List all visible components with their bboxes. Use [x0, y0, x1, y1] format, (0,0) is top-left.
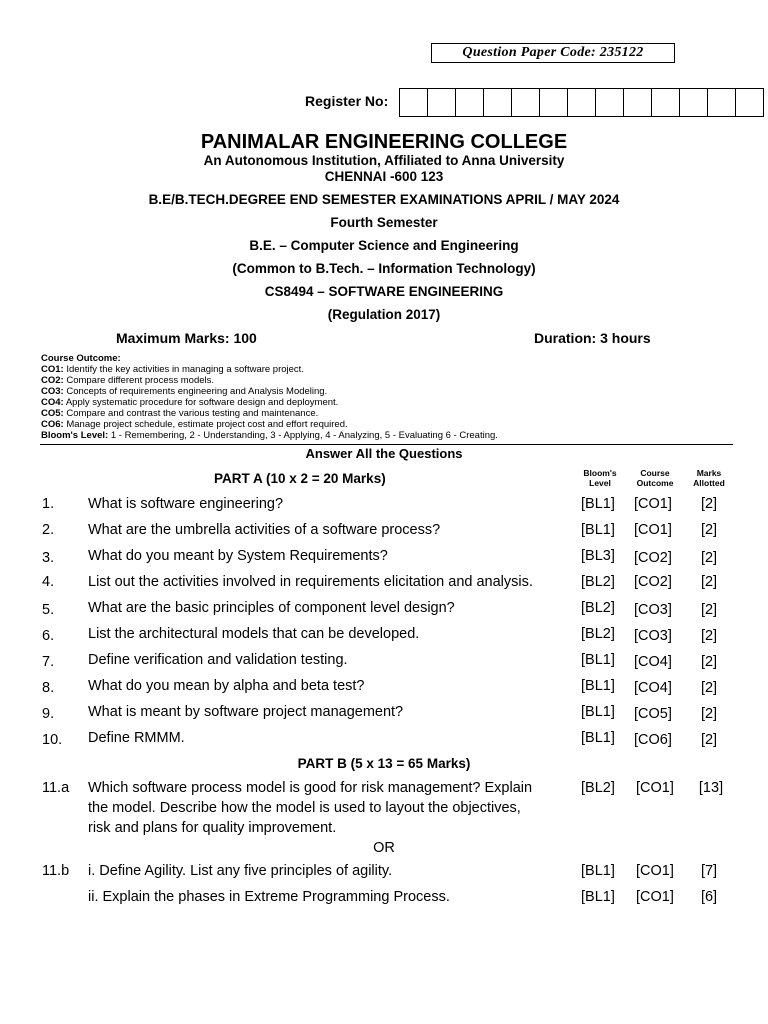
course-outcome: [CO3] — [634, 628, 672, 644]
marks: [2] — [700, 680, 718, 696]
blooms-level: [BL1] — [581, 704, 615, 720]
semester: Fourth Semester — [330, 215, 438, 230]
blooms-level: [BL2] — [581, 574, 615, 590]
course-outcome: [CO5] — [634, 706, 672, 722]
question-text: List the architectural models that can be developed. — [88, 626, 420, 642]
register-digit-box[interactable] — [511, 88, 540, 117]
question-number: 4. — [42, 574, 55, 590]
blooms-level: [BL1] — [581, 522, 615, 538]
blooms-level: [BL2] — [581, 780, 615, 796]
course-outcome: [CO1] — [634, 496, 672, 512]
register-digit-box[interactable] — [707, 88, 736, 117]
question-text: What do you meant by System Requirements? — [88, 548, 388, 564]
marks: [2] — [700, 496, 718, 512]
blooms-level: [BL1] — [581, 863, 615, 879]
question-text: Define verification and validation testing. — [88, 652, 348, 668]
question-text: List out the activities involved in requirements elicitation and analysis. — [88, 574, 533, 590]
or-separator: OR — [373, 840, 395, 856]
college-affiliation: An Autonomous Institution, Affiliated to Anna University — [203, 153, 565, 168]
blooms-level: [BL3] — [581, 548, 615, 564]
answer-all-instruction: Answer All the Questions — [305, 446, 463, 461]
question-paper-code: Question Paper Code: 235122 — [431, 43, 675, 63]
question-text: What are the basic principles of component level design? — [88, 600, 455, 616]
question-number: 9. — [42, 706, 55, 722]
blooms-level: [BL1] — [581, 730, 615, 746]
question-number: 5. — [42, 602, 55, 618]
course-outcome: [CO2] — [634, 574, 672, 590]
marks: [6] — [700, 889, 718, 905]
marks: [2] — [700, 706, 718, 722]
register-digit-box[interactable] — [595, 88, 624, 117]
register-number-boxes — [400, 88, 764, 117]
marks: [2] — [700, 628, 718, 644]
exam-title: B.E/B.TECH.DEGREE END SEMESTER EXAMINATIONS APRIL / MAY 2024 — [148, 192, 620, 207]
question-number: 7. — [42, 654, 55, 670]
marks: [2] — [700, 732, 718, 748]
register-number-label: Register No: — [305, 93, 389, 109]
question-text: What are the umbrella activities of a software process? — [88, 522, 441, 538]
question-number: 2. — [42, 522, 55, 538]
question-number: 1. — [42, 496, 55, 512]
course-outcome-heading: Course Outcome: — [41, 353, 121, 364]
marks: [2] — [700, 522, 718, 538]
register-digit-box[interactable] — [483, 88, 512, 117]
marks: [13] — [698, 780, 724, 796]
register-digit-box[interactable] — [455, 88, 484, 117]
course-outcome: [CO1] — [636, 780, 674, 796]
question-number: 3. — [42, 550, 55, 566]
column-header-marks-allotted: Marks Allotted — [693, 468, 725, 488]
part-b-title: PART B (5 x 13 = 65 Marks) — [297, 756, 471, 771]
blooms-level: [BL1] — [581, 678, 615, 694]
blooms-level-legend: Bloom's Level: 1 - Remembering, 2 - Understanding, 3 - Applying, 4 - Analyzing, 5 - Evaluating 6 - Creating. — [41, 430, 498, 441]
course-outcome: [CO3] — [634, 602, 672, 618]
course-outcome: [CO1] — [636, 863, 674, 879]
question-number: 11.a — [42, 780, 70, 796]
question-number: 8. — [42, 680, 55, 696]
blooms-level: [BL2] — [581, 600, 615, 616]
register-digit-box[interactable] — [427, 88, 456, 117]
duration: Duration: 3 hours — [534, 330, 651, 346]
register-digit-box[interactable] — [651, 88, 680, 117]
question-text: Which software process model is good for risk management? Explain the model. Describe how the model is used to layout the objectives, risk and plans for quality improvement. — [88, 780, 533, 836]
course-outcome: [CO6] — [634, 732, 672, 748]
regulation: (Regulation 2017) — [327, 307, 441, 322]
column-header-blooms-level: Bloom's Level — [583, 468, 617, 488]
question-text: What is meant by software project management? — [88, 704, 404, 720]
question-text: i. Define Agility. List any five principles of agility. — [88, 863, 393, 879]
college-name: PANIMALAR ENGINEERING COLLEGE — [200, 131, 568, 153]
course-outcomes — [41, 353, 498, 441]
register-digit-box[interactable] — [399, 88, 428, 117]
question-number: 11.b — [42, 863, 70, 879]
course-outcome-item: CO5: Compare and contrast the various testing and maintenance. — [41, 408, 319, 419]
register-digit-box[interactable] — [567, 88, 596, 117]
question-number: 10. — [42, 732, 63, 748]
marks: [2] — [700, 550, 718, 566]
register-digit-box[interactable] — [679, 88, 708, 117]
course-outcome-item: CO3: Concepts of requirements engineering and Analysis Modeling. — [41, 386, 328, 397]
course-outcome-item: CO4: Apply systematic procedure for software design and deployment. — [41, 397, 339, 408]
common-to: (Common to B.Tech. – Information Technology) — [232, 261, 536, 276]
part-a-title: PART A (10 x 2 = 20 Marks) — [214, 471, 386, 486]
question-text: ii. Explain the phases in Extreme Programming Process. — [88, 889, 450, 905]
blooms-level: [BL1] — [581, 652, 615, 668]
question-text: What do you mean by alpha and beta test? — [88, 678, 365, 694]
course-title: CS8494 – SOFTWARE ENGINEERING — [264, 284, 504, 299]
course-outcome: [CO4] — [634, 654, 672, 670]
course-outcome: [CO4] — [634, 680, 672, 696]
blooms-level: [BL1] — [581, 496, 615, 512]
course-outcome-item: CO6: Manage project schedule, estimate project cost and effort required. — [41, 419, 348, 430]
max-marks: Maximum Marks: 100 — [116, 330, 257, 346]
question-text: What is software engineering? — [88, 496, 284, 512]
blooms-level: [BL2] — [581, 626, 615, 642]
marks: [2] — [700, 602, 718, 618]
course-outcome: [CO2] — [634, 550, 672, 566]
register-digit-box[interactable] — [623, 88, 652, 117]
divider — [40, 444, 733, 445]
marks: [2] — [700, 574, 718, 590]
college-city: CHENNAI -600 123 — [324, 169, 444, 184]
blooms-level: [BL1] — [581, 889, 615, 905]
question-text: Define RMMM. — [88, 730, 185, 746]
marks: [2] — [700, 654, 718, 670]
marks: [7] — [700, 863, 718, 879]
course-outcome: [CO1] — [636, 889, 674, 905]
question-number: 6. — [42, 628, 55, 644]
program: B.E. – Computer Science and Engineering — [249, 238, 519, 253]
course-outcome-item: CO2: Compare different process models. — [41, 375, 215, 386]
register-digit-box[interactable] — [735, 88, 764, 117]
course-outcome-item: CO1: Identify the key activities in managing a software project. — [41, 364, 304, 375]
column-header-course-outcome: Course Outcome — [636, 468, 674, 488]
register-digit-box[interactable] — [539, 88, 568, 117]
course-outcome: [CO1] — [634, 522, 672, 538]
